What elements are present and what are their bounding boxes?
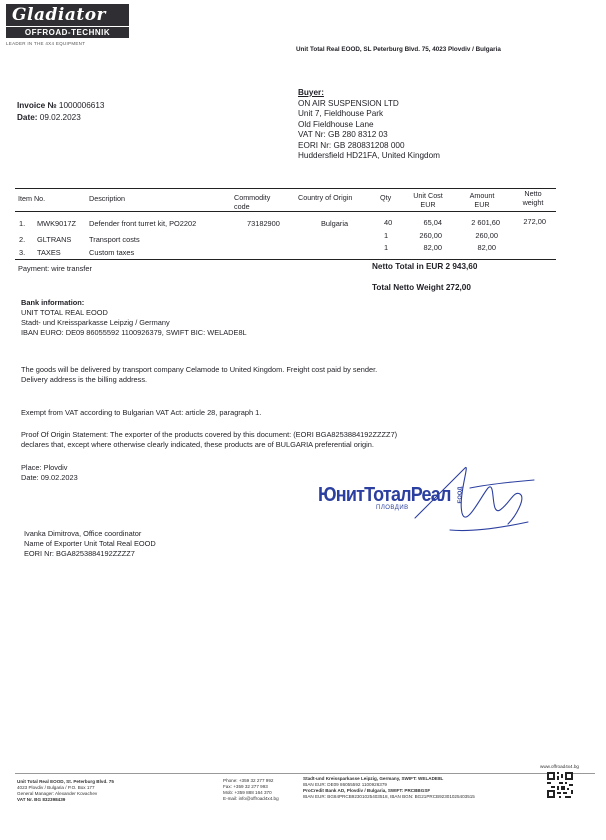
footer-line: Phone: +359 32 277 992 xyxy=(223,778,274,783)
netto-total-line xyxy=(372,262,477,273)
header-netto-weight: Netto weight xyxy=(522,189,544,207)
company-address: Unit Total Real EOOD, SL Peterburg Blvd. 75, 4023 Plovdiv / Bulgaria xyxy=(296,46,501,53)
row-amount: 260,00 xyxy=(475,231,498,240)
row-index: 3. xyxy=(19,248,26,257)
row-unit-cost: 82,00 xyxy=(423,243,442,252)
row-qty: 1 xyxy=(384,231,389,240)
row-unit-cost: 65,04 xyxy=(423,218,442,227)
header-commodity: Commodity code xyxy=(234,193,271,211)
bank-line: IBAN EURO: DE09 86055592 1100926379, SWIFT BIC: WELADE8L xyxy=(21,328,247,337)
buyer-line: ON AIR SUSPENSION LTD xyxy=(298,98,399,108)
row-description: Defender front turret kit, PO2202 xyxy=(89,219,197,228)
row-origin: Bulgaria xyxy=(321,219,349,228)
delivery-line: The goods will be delivered by transport company Celamode to United Kingdom. Freight cost paid by sender. xyxy=(21,365,378,374)
footer-line: VAT Nr. BG 832398439 xyxy=(17,797,66,802)
logo-wordmark: Gladiator xyxy=(6,4,129,26)
table-bottom-rule xyxy=(15,259,556,260)
origin-line: declares that, except where otherwise clearly indicated, these products are of BULGARIA preferential origin. xyxy=(21,440,374,449)
header-item-no: Item No. xyxy=(18,194,46,203)
delivery-line: Delivery address is the billing address. xyxy=(21,375,148,384)
bank-title: Bank information: xyxy=(21,298,85,307)
buyer-line: EORI Nr: GB 280831208 000 xyxy=(298,140,405,150)
place-value: Plovdiv xyxy=(43,463,68,472)
invoice-number-line xyxy=(17,101,104,112)
header-origin: Country of Origin xyxy=(298,193,353,202)
invoice-date: 09.02.2023 xyxy=(39,113,81,122)
header-amount: Amount EUR xyxy=(469,191,495,209)
row-amount: 82,00 xyxy=(477,243,496,252)
signatory-line: Name of Exporter Unit Total Real EOOD xyxy=(24,539,156,548)
signatory-line: EORI Nr: BGA8253884192ZZZZ7 xyxy=(24,549,135,558)
bank-line: UNIT TOTAL REAL EOOD xyxy=(21,308,108,317)
table-top-rule xyxy=(15,188,556,189)
place-label: Place: xyxy=(21,463,42,472)
buyer-line: Huddersfield HD21FA, United Kingdom xyxy=(298,151,440,160)
header-description: Description xyxy=(89,194,125,203)
footer-line: IBAN EUR: DE09 86055592 1100926379 xyxy=(303,782,387,787)
delivery-note xyxy=(21,365,377,385)
stamp-text: ЮнитТоталРеал xyxy=(318,482,451,506)
row-item: MWK9017Z xyxy=(37,219,77,228)
footer-company xyxy=(17,779,114,803)
origin-statement xyxy=(21,430,397,450)
buyer-line: Old Fieldhouse Lane xyxy=(298,119,374,129)
invoice-date-line xyxy=(17,113,81,124)
place-date xyxy=(21,463,78,483)
invoice-number-label: Invoice № xyxy=(17,101,57,110)
signatory xyxy=(24,529,156,559)
origin-line: Proof Of Origin Statement: The exporter of the products covered by this document: (EORI BGA8253884192ZZZZ7) xyxy=(21,430,398,439)
header-qty: Qty xyxy=(380,193,392,202)
footer-contact xyxy=(223,778,279,802)
netto-total-label: Netto Total in EUR xyxy=(372,262,444,271)
invoice-date-label: Date: xyxy=(17,113,38,122)
footer-line: Unit Total Real EOOD, St. Peterburg Blvd. 75 xyxy=(17,779,114,784)
qr-code-icon xyxy=(547,772,573,798)
footer-line: Fax: +359 32 277 993 xyxy=(223,784,268,789)
footer-line: ProCredit Bank AD, Plovdiv / Bulgaria, SWIFT: PRCBBGSF xyxy=(303,788,431,793)
date-label: Date: xyxy=(21,473,39,482)
payment-method: Payment: wire transfer xyxy=(18,264,92,273)
invoice-number: 1000006613 xyxy=(58,101,105,110)
stamp-city: ПЛОВДИВ xyxy=(376,505,409,511)
footer-rule xyxy=(15,773,595,774)
row-item: GLTRANS xyxy=(37,235,72,244)
footer-line: IBAN EUR: BG84PRCB92301025403518, IBAN BGN: BG21PRCB92301025403515 xyxy=(303,794,475,799)
row-amount: 2 601,60 xyxy=(471,218,500,227)
stamp-small: ЕООД xyxy=(457,486,464,504)
logo-tagline: LEADER IN THE 4X4 EQUIPMENT xyxy=(6,41,86,46)
date-value: 09.02.2023 xyxy=(40,473,78,482)
row-description: Transport costs xyxy=(89,235,140,244)
bank-info xyxy=(21,298,247,338)
footer-line: 4023 Plovdiv / Bulgaria / P.O. Box 177 xyxy=(17,785,95,790)
logo-subtitle: OFFROAD-TECHNIK xyxy=(6,27,129,38)
signatory-line: Ivanka Dimitrova, Office coordinator xyxy=(24,529,142,538)
row-index: 1. xyxy=(19,219,26,228)
buyer-line: Unit 7, Fieldhouse Park xyxy=(298,109,384,118)
footer-line: General Manager: Alexander Kovachev xyxy=(17,791,98,796)
table-header-rule xyxy=(15,211,556,212)
weight-total-value: 272,00 xyxy=(445,283,471,292)
buyer-block xyxy=(298,88,440,162)
footer-line: Mob: +359 888 164 370 xyxy=(223,790,272,795)
footer-banks xyxy=(303,776,475,800)
weight-total-line xyxy=(372,283,471,294)
buyer-label: Buyer: xyxy=(298,88,324,97)
signature xyxy=(410,458,540,538)
weight-total-label: Total Netto Weight xyxy=(372,283,444,292)
buyer-line: VAT Nr: GB 280 8312 03 xyxy=(298,130,388,139)
row-description: Custom taxes xyxy=(89,248,135,257)
footer-line: E-mail: info@offroad4x4.bg xyxy=(223,796,279,801)
netto-total-value: 2 943,60 xyxy=(445,262,478,271)
row-item: TAXES xyxy=(37,248,61,257)
vat-note: Exempt from VAT according to Bulgarian VAT Act: article 28, paragraph 1. xyxy=(21,408,262,417)
row-commodity: 73182900 xyxy=(247,219,280,228)
header-unit-cost: Unit Cost EUR xyxy=(413,191,443,209)
bank-line: Stadt- und Kreissparkasse Leipzig / Germany xyxy=(21,318,170,327)
row-index: 2. xyxy=(19,235,26,244)
row-weight: 272,00 xyxy=(523,217,546,226)
footer-line: Stadt-und Kreissparkasse Leipzig, Germany, SWIFT: WELADE8L xyxy=(303,776,444,781)
row-unit-cost: 260,00 xyxy=(419,231,442,240)
row-qty: 40 xyxy=(384,218,393,227)
footer-website[interactable]: www.offroad4x4.bg xyxy=(540,764,579,769)
row-qty: 1 xyxy=(384,243,389,252)
